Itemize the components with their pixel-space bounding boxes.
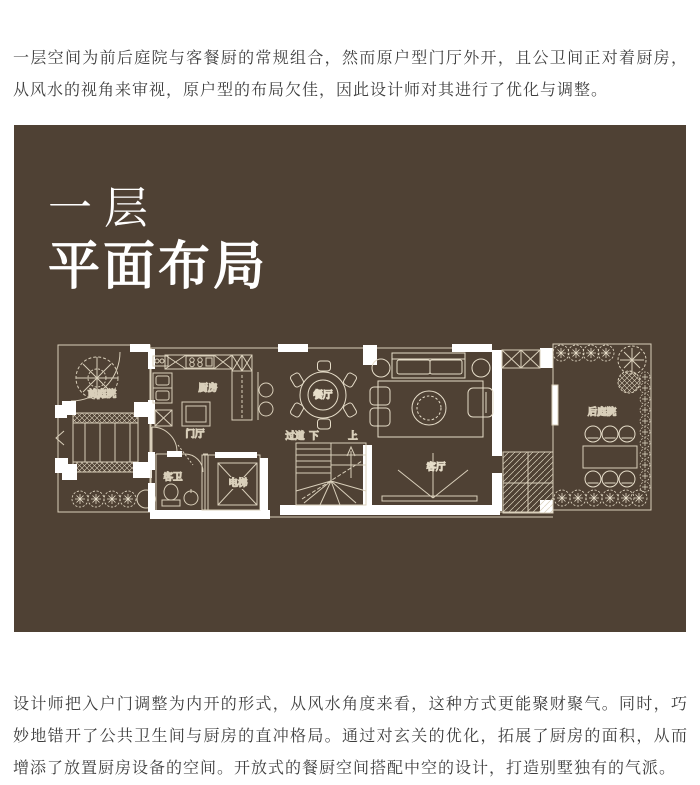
bath-sink-icon <box>184 489 198 505</box>
fridge-icon <box>182 402 210 426</box>
sink-icon <box>153 373 172 403</box>
ottoman-icon <box>370 408 390 426</box>
side-table-icon <box>372 359 390 377</box>
armchair-icon <box>468 388 493 417</box>
floorplan-drawing <box>52 333 657 525</box>
living-room <box>370 353 493 501</box>
stove-icon <box>186 356 214 368</box>
entry-arrow-icon <box>56 431 64 445</box>
entry-door-icon <box>152 427 177 452</box>
dining-room <box>289 361 357 429</box>
deck-grid-icon <box>503 452 553 513</box>
ottoman-icon <box>370 387 390 405</box>
right-strip <box>502 350 553 513</box>
outro-paragraph: 设计师把入户门调整为内开的形式，从风水角度来看，这种方式更能聚财聚气。同时，巧妙地错开了公共卫生间与厨房的直冲格局。通过对玄关的优化，拓展了厨房的面积，从而增添了放置厨房设备的空间。开放式的餐厨空间搭配中空的设计，打造别墅独有的气派。 <box>13 696 688 777</box>
void-marker-icon <box>398 453 468 498</box>
room-label-elevator: 电梯 <box>228 478 248 489</box>
foyer <box>152 427 205 452</box>
panel-title-line1: 一层 <box>48 184 160 233</box>
front-courtyard <box>55 345 155 512</box>
closet-icon <box>502 350 540 368</box>
patio-table-icon <box>583 446 637 468</box>
side-table-icon <box>472 359 490 377</box>
panel-title <box>48 183 268 297</box>
room-label-kitchen: 厨房 <box>198 383 218 394</box>
stairs-down-label: 下 <box>309 431 319 442</box>
staircase-icon <box>296 443 366 505</box>
sofa-icon <box>392 353 465 378</box>
floorplan-panel <box>14 125 686 632</box>
toilet-icon <box>162 484 180 506</box>
stairs-up-label: 上 <box>348 431 358 442</box>
kitchen <box>153 355 273 426</box>
room-label-dining: 餐厅 <box>313 390 333 401</box>
potted-plant-icon <box>618 371 640 393</box>
back-courtyard <box>552 344 651 510</box>
room-label-corridor: 过道 <box>285 431 305 442</box>
bar-stool-icon <box>259 402 273 416</box>
tv-console-icon <box>382 496 477 501</box>
elevator <box>202 452 268 510</box>
bar-stool-icon <box>259 383 273 397</box>
room-label-living: 客厅 <box>426 462 446 473</box>
room-label-guest-bath: 客卫 <box>163 472 183 483</box>
panel-title-line2: 平面布局 <box>48 238 269 296</box>
intro-paragraph: 一层空间为前后庭院与客餐厨的常规组合，然而原户型门厅外开，且公卫间正对着厨房，从风水的视角来审视，原户型的布局欠佳，因此设计师对其进行了优化与调整。 <box>13 50 688 99</box>
coffee-table-icon <box>412 391 446 425</box>
room-label-front-yard: 前庭院 <box>87 389 117 400</box>
tree-icon <box>618 346 646 374</box>
guest-bath <box>156 445 208 510</box>
bath-door-icon <box>185 454 203 472</box>
rug-icon <box>378 381 483 437</box>
room-label-foyer: 门厅 <box>185 429 205 440</box>
corridor-stairs <box>284 430 366 505</box>
room-label-back-yard: 后庭院 <box>587 407 617 418</box>
